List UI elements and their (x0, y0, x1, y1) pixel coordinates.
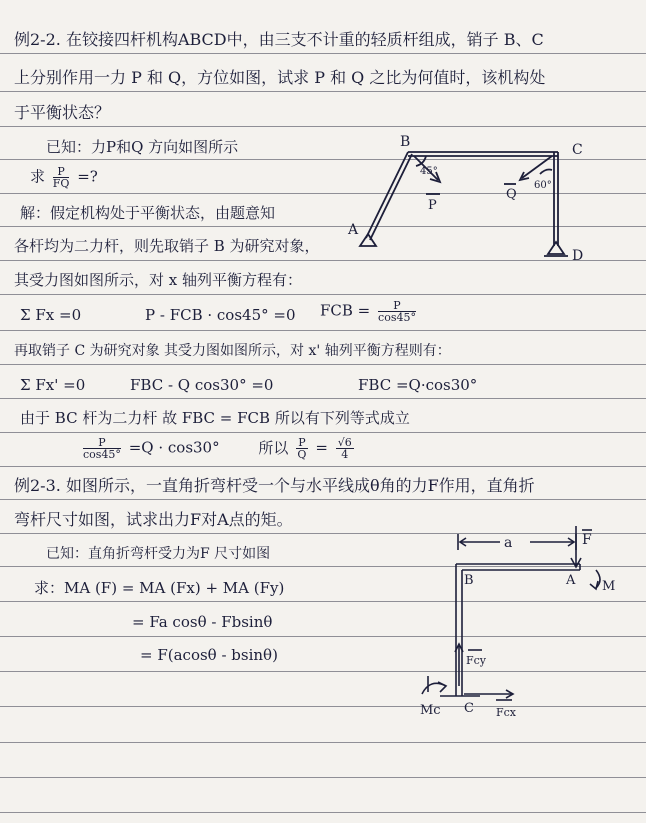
example1-given: 已知：力P和Q 方向如图所示 (46, 138, 239, 156)
ruled-line (0, 330, 646, 331)
example1-line2: 上分别作用一力 P 和 Q，方位如图，试求 P 和 Q 之比为何值时，该机构处 (14, 68, 546, 87)
example2-title: 例2-3. 如图所示，一直角折弯杆受一个与水平线成θ角的力F作用，直角折 (14, 476, 535, 495)
eq3-num: P (83, 437, 121, 449)
label-p: P (428, 198, 437, 213)
ruled-line (0, 742, 646, 743)
eq3-num3: √6 (337, 436, 352, 449)
ruled-line (0, 91, 646, 92)
example2-find: 求：MA (F) = MA (Fx) + MA (Fy) (34, 579, 285, 597)
ruled-line (0, 53, 646, 54)
eq3-num2: P (298, 436, 306, 449)
force-q-line (522, 156, 552, 178)
ruled-line (0, 398, 646, 399)
example1-find (30, 166, 98, 189)
ruled-line (0, 294, 646, 295)
equation1-result (320, 300, 419, 323)
support-d-icon (548, 242, 564, 254)
angle-45-arc (416, 156, 426, 166)
label-d: D (572, 248, 584, 264)
eq3-fraction3 (336, 437, 354, 460)
bent-bar-diagram (400, 526, 640, 726)
ruled-line (0, 499, 646, 500)
example2-given: 已知：直角折弯杆受力为F 尺寸如图 (46, 546, 271, 562)
eq1c-den: cos45° (378, 311, 416, 324)
find-prefix: 求 (30, 167, 46, 186)
equation3 (80, 437, 357, 460)
find-den: FQ (52, 177, 70, 190)
four-bar-diagram (336, 134, 636, 274)
find-num: P (53, 166, 70, 178)
equation2-sum: Σ Fx' =0 (20, 376, 86, 394)
find-fraction (53, 166, 70, 189)
angle-60-arc (540, 170, 552, 175)
ruled-line (0, 812, 646, 813)
eq3-fraction (83, 437, 121, 460)
label-c2: C (464, 701, 474, 716)
solution-line1: 解：假定机构处于平衡状态，由题意知 (20, 204, 276, 222)
example2-step1: = Fa cosθ - Fbsinθ (132, 613, 273, 631)
find-suffix: =? (77, 167, 98, 186)
label-b2: B (464, 573, 474, 588)
eq3-fraction2 (296, 437, 307, 460)
bar-ab (366, 152, 408, 238)
eq3-eq: = (315, 438, 328, 457)
label-q: Q (506, 187, 517, 202)
example1-title: 例2-2. 在铰接四杆机构ABCD中，由三支不计重的轻质杆组成，销子 B、C (14, 30, 544, 49)
example2-step2: = F(acosθ - bsinθ) (140, 646, 278, 664)
ruled-line (0, 466, 646, 467)
equation1-balance: P - FCB · cos45° =0 (145, 306, 296, 324)
eq3-den: cos45° (83, 448, 121, 461)
solution-line4: 再取销子 C 为研究对象 其受力图如图所示，对 x' 轴列平衡方程则有： (14, 343, 451, 359)
solution-line3: 其受力图如图所示，对 x 轴列平衡方程有： (14, 271, 302, 289)
bar-ab-edge (370, 154, 412, 240)
label-angle-45: 45° (420, 166, 438, 177)
label-mc: Mc (420, 703, 441, 718)
solution-line5: 由于 BC 杆为二力杆 故 FBC = FCB 所以有下列等式成立 (20, 409, 410, 427)
example2-line2: 弯杆尺寸如图，试求出力F对A点的矩。 (14, 510, 293, 529)
label-b: B (400, 134, 411, 150)
equation1-sum: Σ Fx =0 (20, 306, 82, 324)
label-f: F (582, 532, 592, 548)
eq1c-num: P (378, 300, 416, 312)
eq3-mid: =Q · cos30° (128, 438, 220, 457)
label-angle-60: 60° (534, 180, 552, 191)
label-m: M (602, 579, 616, 594)
eq3-den3: 4 (341, 448, 349, 461)
eq1c-fraction (378, 300, 416, 323)
equation2-result: FBC =Q·cos30° (358, 376, 478, 394)
moment-m-arrow-icon (590, 581, 598, 589)
label-fcx: Fcx (496, 706, 516, 719)
label-fcy: Fcy (466, 654, 487, 667)
eq1c-prefix: FCB = (320, 301, 371, 320)
equation2-balance: FBC - Q cos30° =0 (130, 376, 274, 394)
label-a2: A (566, 573, 576, 588)
example1-line3: 于平衡状态？ (14, 103, 111, 122)
eq3-so: 所以 (258, 438, 289, 457)
label-c: C (572, 142, 583, 158)
eq3-den2: Q (297, 448, 307, 461)
solution-line2: 各杆均为二力杆，则先取销子 B 为研究对象， (14, 237, 320, 255)
ruled-line (0, 126, 646, 127)
ruled-line (0, 364, 646, 365)
ruled-line (0, 432, 646, 433)
ruled-line (0, 777, 646, 778)
label-a: A (348, 222, 359, 238)
label-dim-a: a (504, 535, 513, 551)
